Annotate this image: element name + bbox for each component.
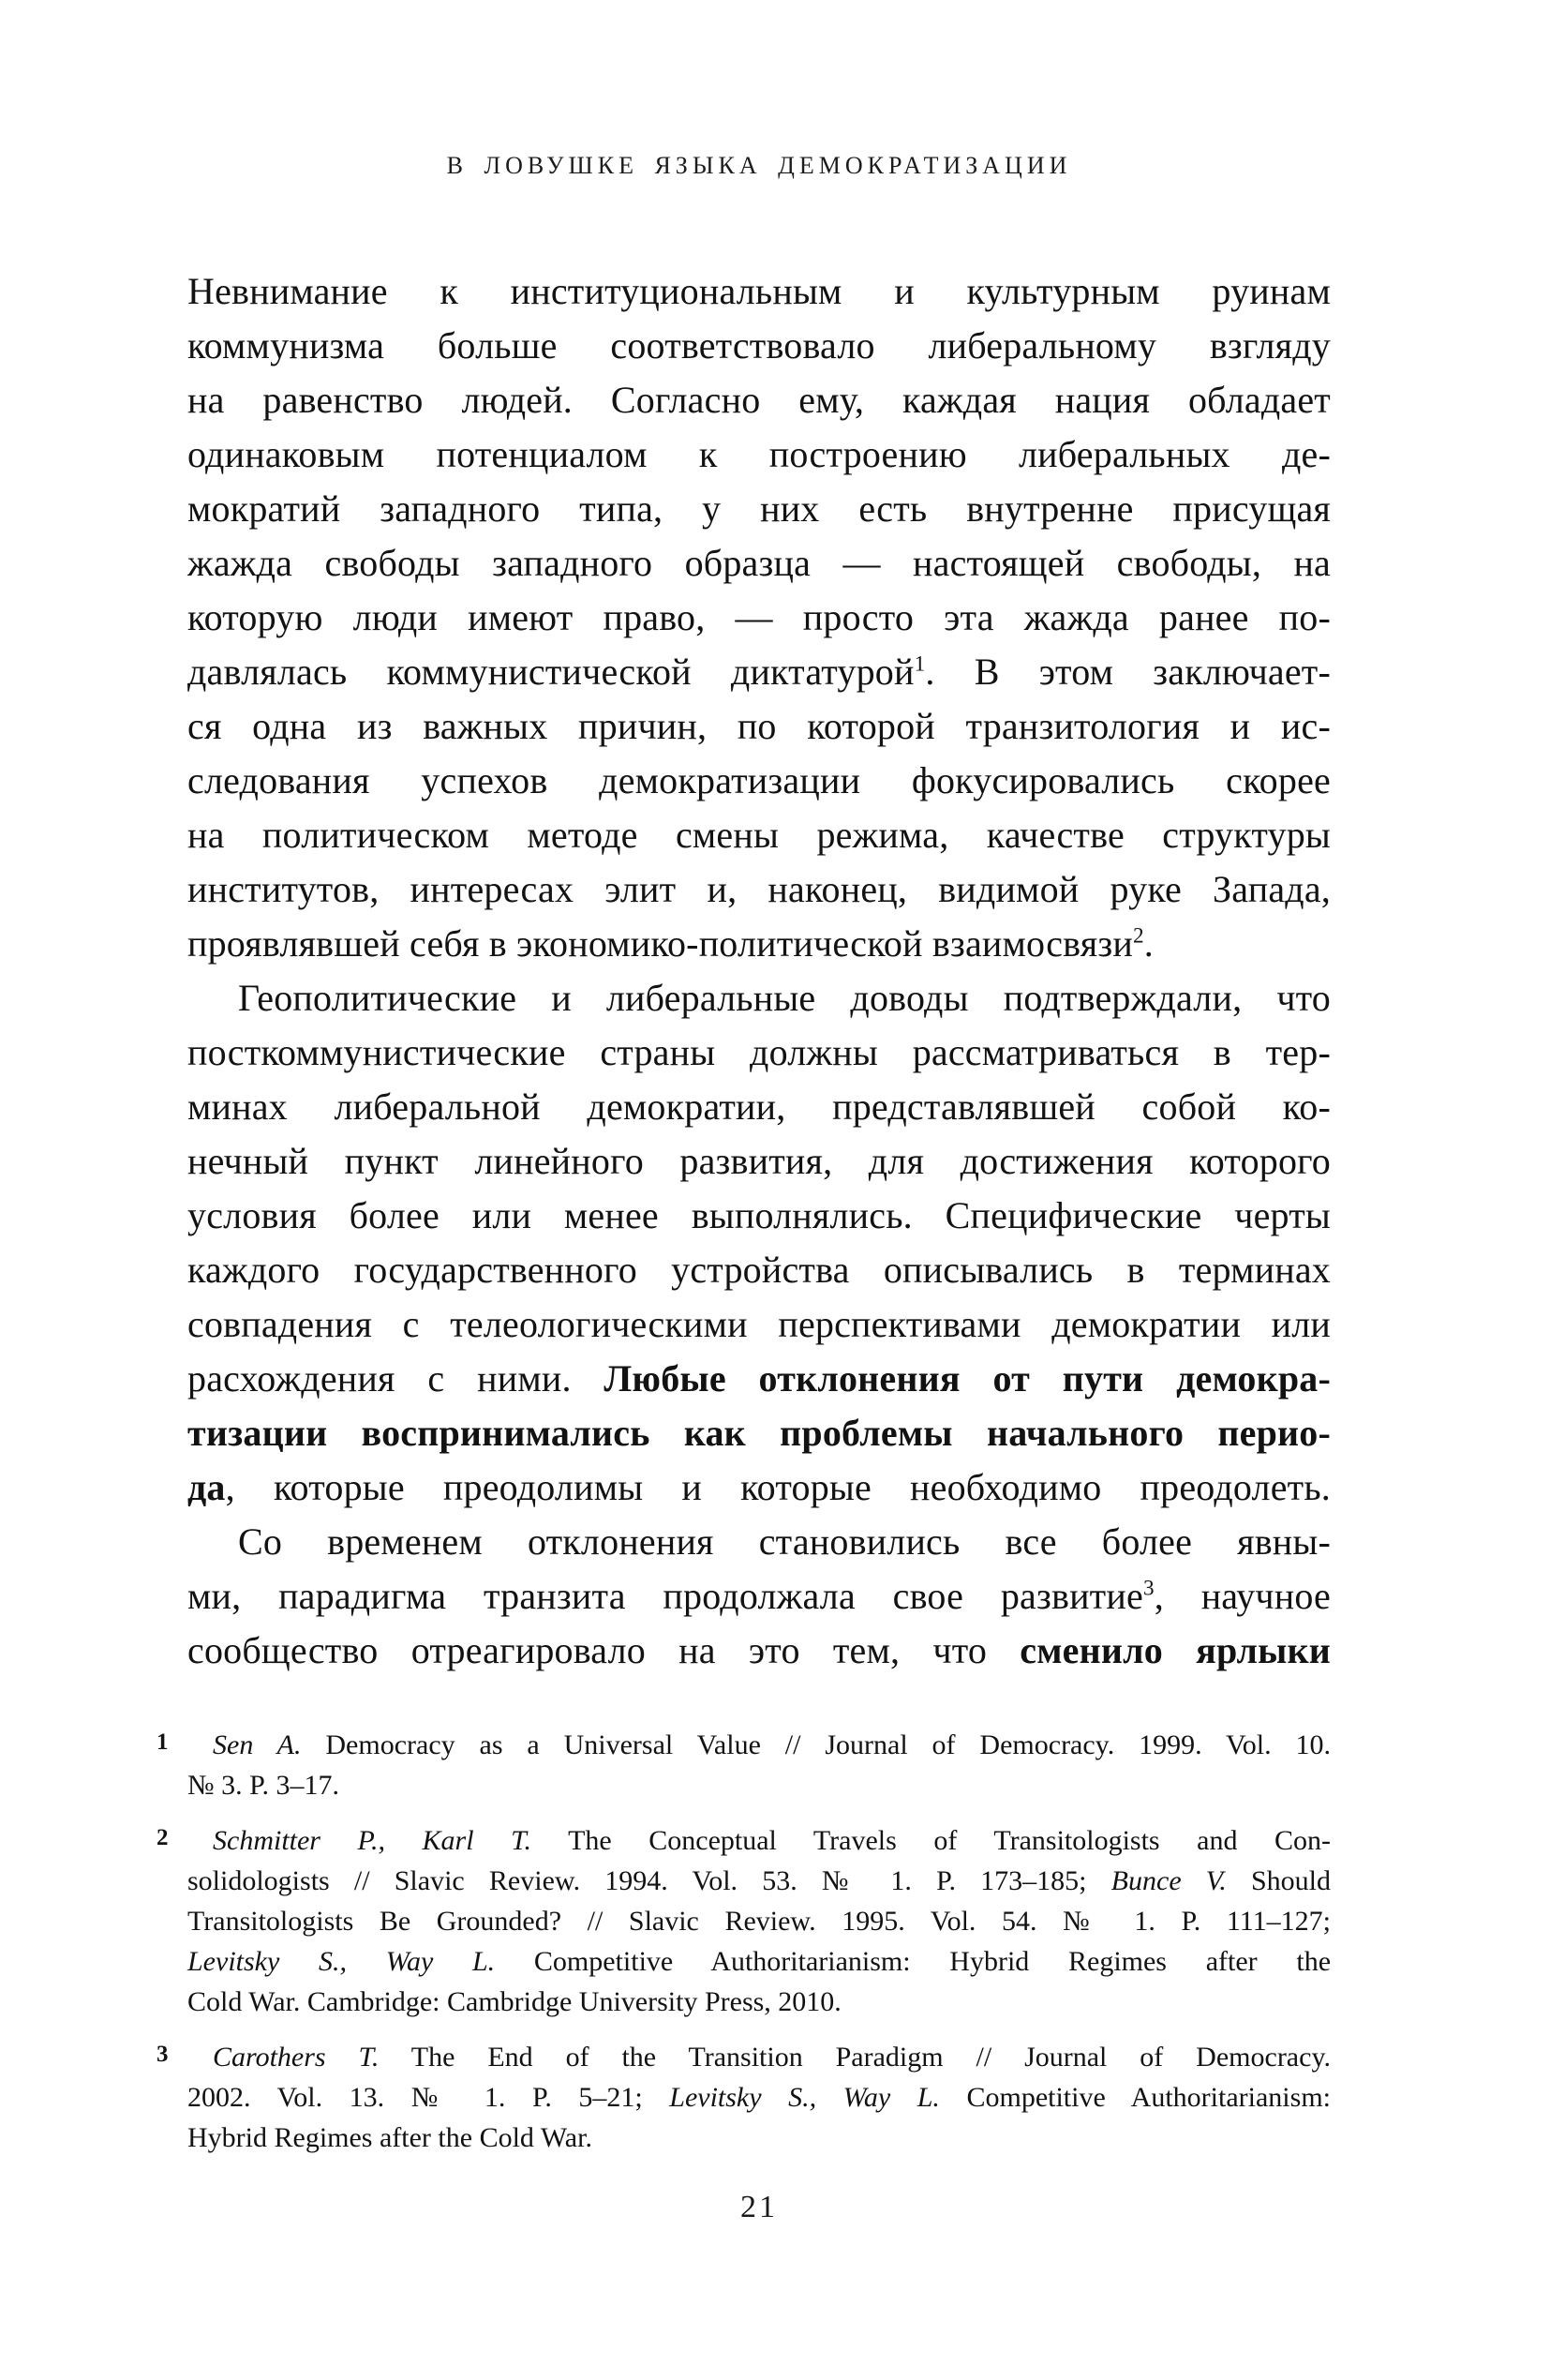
text-segment: Levitsky S., Way L. bbox=[187, 1946, 496, 1977]
text-line-body bbox=[187, 645, 1331, 699]
footnotes-section bbox=[156, 1725, 1332, 2173]
text-line-body bbox=[187, 754, 1331, 808]
text-segment: жажда свободы западного образца — настоящей свободы, на bbox=[187, 542, 1331, 584]
text-line-body bbox=[187, 1297, 1331, 1352]
text-line-body bbox=[187, 536, 1331, 591]
text-segment: следования успехов демократизации фокусировались скорее bbox=[187, 759, 1331, 801]
text-segment: минах либеральной демократии, представлявшей собой ко- bbox=[187, 1085, 1331, 1128]
footnote-reference: 3 bbox=[1142, 1576, 1155, 1601]
paragraph-2 bbox=[187, 971, 1331, 1515]
body-text bbox=[187, 264, 1331, 1678]
text-segment: Со временем отклонения становились все более явны- bbox=[238, 1520, 1331, 1563]
text-line-body bbox=[187, 1569, 1331, 1624]
text-segment: Schmitter P., Karl T. bbox=[213, 1825, 532, 1856]
text-line-body bbox=[187, 917, 1331, 971]
text-segment: Levitsky S., Way L. bbox=[669, 2082, 940, 2113]
text-segment: Cold War. Cambridge: Cambridge University Press, 2010. bbox=[187, 1986, 842, 2017]
text-line-body bbox=[187, 1352, 1331, 1406]
text-segment: мократий западного типа, у них есть внутренне присущая bbox=[187, 487, 1331, 530]
text-line-body bbox=[187, 1624, 1331, 1678]
text-line-body bbox=[187, 1025, 1331, 1080]
text-line-body bbox=[187, 862, 1331, 917]
text-segment: Bunce V. bbox=[1110, 1865, 1227, 1896]
text-line-body bbox=[187, 482, 1331, 536]
text-segment: которую люди имеют право, — просто эта жажда ранее по- bbox=[187, 596, 1331, 638]
text-segment: посткоммунистические страны должны рассматриваться в тер- bbox=[187, 1031, 1331, 1073]
text-segment: совпадения с телеологическими перспективами демократии или bbox=[187, 1303, 1331, 1345]
text-line-body bbox=[187, 1134, 1331, 1189]
footnote-reference: 2 bbox=[1132, 923, 1144, 949]
text-segment: на политическом методе смены режима, качестве структуры bbox=[187, 814, 1331, 856]
text-segment: The End of the Transition Paradigm // Journal of Democracy. bbox=[379, 2042, 1331, 2073]
footnote-reference: 1 bbox=[914, 651, 926, 677]
text-segment: сообщество отреагировало на это тем, что bbox=[187, 1629, 1021, 1671]
text-segment: да bbox=[187, 1466, 226, 1508]
text-line-body bbox=[187, 1080, 1331, 1134]
text-segment: , которые преодолимы и которые необходимо преодолеть. bbox=[225, 1466, 1331, 1508]
text-line-body bbox=[187, 427, 1331, 482]
text-segment: Competitive Authoritarianism: bbox=[939, 2082, 1331, 2113]
text-segment: расхождения с ними. bbox=[187, 1357, 604, 1400]
text-segment: № 3. P. 3–17. bbox=[187, 1770, 339, 1801]
running-head: В ЛОВУШКЕ ЯЗЫКА ДЕМОКРАТИЗАЦИИ bbox=[446, 152, 1072, 179]
paragraph-3 bbox=[187, 1515, 1331, 1678]
text-line-body bbox=[187, 1243, 1331, 1297]
text-line-footnote bbox=[187, 2118, 1331, 2158]
footnote-marker: 2 bbox=[156, 1825, 169, 1850]
text-line-body bbox=[187, 1515, 1331, 1569]
text-line-body bbox=[187, 1406, 1331, 1460]
text-segment: . В этом заключает- bbox=[925, 651, 1332, 693]
text-segment: . bbox=[1143, 922, 1154, 965]
text-segment: условия более или менее выполнялись. Специфические черты bbox=[187, 1194, 1331, 1236]
footnote-marker: 1 bbox=[156, 1729, 169, 1755]
text-line-footnote bbox=[187, 1941, 1331, 1982]
text-line-body bbox=[187, 264, 1331, 319]
text-line-body bbox=[187, 373, 1331, 427]
text-segment: каждого государственного устройства описывались в терминах bbox=[187, 1249, 1331, 1291]
text-segment: проявлявшей себя в экономико-политической взаимосвязи bbox=[187, 922, 1133, 965]
text-segment: Carothers T. bbox=[213, 2042, 380, 2073]
footnote-1 bbox=[156, 1725, 1331, 1805]
footnote-3 bbox=[156, 2037, 1331, 2158]
text-segment: Геополитические и либеральные доводы подтверждали, что bbox=[238, 977, 1331, 1019]
text-line-footnote bbox=[187, 1765, 1331, 1805]
text-segment: сменило ярлыки bbox=[1020, 1629, 1332, 1671]
text-segment: Competitive Authoritarianism: Hybrid Regimes after the bbox=[495, 1946, 1332, 1977]
text-segment: институтов, интересах элит и, наконец, видимой руке Запада, bbox=[187, 868, 1331, 910]
text-line-footnote bbox=[187, 1861, 1331, 1901]
text-segment: The Conceptual Travels of Transitologists and Con- bbox=[531, 1825, 1332, 1856]
text-segment: Sen A. bbox=[213, 1729, 302, 1760]
text-segment: ся одна из важных причин, по которой транзитология и ис- bbox=[187, 705, 1331, 747]
text-segment: Transitologists Be Grounded? // Slavic Review. 1995. Vol. 54. № 1. P. 111–127; bbox=[187, 1906, 1331, 1937]
text-segment: на равенство людей. Согласно ему, каждая нация обладает bbox=[187, 379, 1331, 421]
text-segment: тизации воспринимались как проблемы начального перио- bbox=[187, 1412, 1331, 1454]
text-segment: Should bbox=[1226, 1865, 1331, 1896]
text-line-body bbox=[187, 1460, 1331, 1515]
text-line-footnote bbox=[187, 2077, 1331, 2118]
text-line-footnote bbox=[187, 2037, 1331, 2077]
text-line-footnote bbox=[187, 1820, 1331, 1861]
text-segment: solidologists // Slavic Review. 1994. Vol. 53. № 1. P. 173–185; bbox=[187, 1865, 1111, 1896]
text-segment: Невнимание к институциональным и культурным руинам bbox=[187, 270, 1331, 312]
text-line-body bbox=[187, 971, 1331, 1025]
text-line-footnote bbox=[187, 1901, 1331, 1941]
footnote-marker: 3 bbox=[156, 2042, 169, 2067]
text-segment: коммунизма больше соответствовало либеральному взгляду bbox=[187, 324, 1331, 367]
text-line-body bbox=[187, 591, 1331, 645]
text-segment: , научное bbox=[1154, 1575, 1331, 1617]
text-line-body bbox=[187, 699, 1331, 754]
text-segment: Любые отклонения от пути демокра- bbox=[604, 1357, 1331, 1400]
text-segment: ми, парадигма транзита продолжала свое развитие bbox=[187, 1575, 1143, 1617]
text-line-body bbox=[187, 808, 1331, 862]
text-line-footnote bbox=[187, 1725, 1331, 1765]
text-segment: 2002. Vol. 13. № 1. P. 5–21; bbox=[187, 2082, 670, 2113]
text-segment: Hybrid Regimes after the Cold War. bbox=[187, 2122, 592, 2153]
footnote-2 bbox=[156, 1820, 1332, 2022]
text-segment: одинаковым потенциалом к построению либеральных де- bbox=[187, 433, 1331, 475]
text-line-body bbox=[187, 1189, 1331, 1243]
paragraph-1 bbox=[187, 264, 1331, 971]
text-segment: Democracy as a Universal Value // Journal of Democracy. 1999. Vol. 10. bbox=[301, 1729, 1331, 1760]
text-line-footnote bbox=[187, 1982, 1331, 2022]
page-number: 21 bbox=[740, 2190, 778, 2224]
text-line-body bbox=[187, 319, 1331, 373]
text-segment: давлялась коммунистической диктатурой bbox=[187, 651, 915, 693]
text-segment: нечный пункт линейного развития, для достижения которого bbox=[187, 1140, 1331, 1182]
